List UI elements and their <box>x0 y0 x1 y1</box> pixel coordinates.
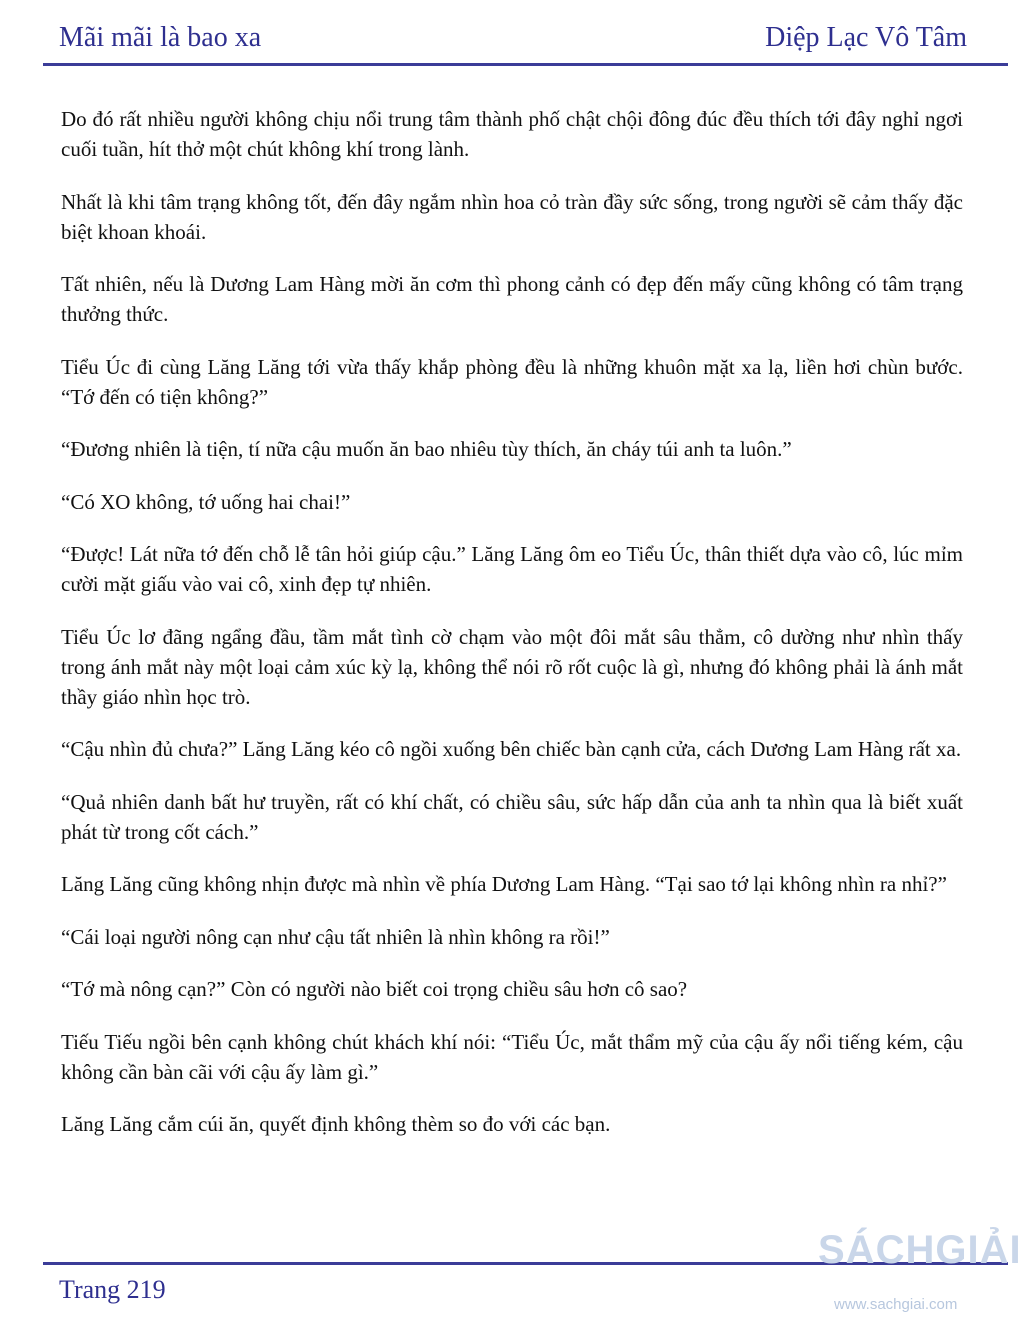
paragraph: Nhất là khi tâm trạng không tốt, đến đây ngắm nhìn hoa cỏ tràn đầy sức sống, trong người sẽ cảm thấy đặc biệt khoan khoái. <box>61 189 963 244</box>
page-number: Trang 219 <box>59 1275 166 1304</box>
book-title: Mãi mãi là bao xa <box>59 22 262 53</box>
paragraph: “Được! Lát nữa tớ đến chỗ lễ tân hỏi giúp cậu.” Lăng Lăng ôm eo Tiểu Úc, thân thiết dựa vào cô, lúc mỉm cười mặt giấu vào vai cô, xinh đẹp tự nhiên. <box>61 542 963 596</box>
paragraph: Tiểu Úc lơ đãng ngẩng đầu, tầm mắt tình cờ chạm vào một đôi mắt sâu thẳm, cô dường như nhìn thấy trong ánh mắt này một loại cảm xúc kỳ lạ, không thể nói rõ rốt cuộc là gì, nhưng đó không phải là ánh mắt thầy giáo nhìn học trò. <box>61 624 963 709</box>
paragraph: Tiểu Úc đi cùng Lăng Lăng tới vừa thấy khắp phòng đều là những khuôn mặt xa lạ, liền hơi chùn bước. “Tớ đến có tiện không?” <box>61 354 963 409</box>
watermark <box>818 1228 1022 1318</box>
paragraph: “Cái loại người nông cạn như cậu tất nhiên là nhìn không ra rồi!” <box>61 924 610 949</box>
header-divider <box>43 63 1008 66</box>
paragraph: Lăng Lăng cũng không nhịn được mà nhìn về phía Dương Lam Hàng. “Tại sao tớ lại không nhìn ra nhỉ?” <box>61 872 947 896</box>
paragraph: Do đó rất nhiều người không chịu nổi trung tâm thành phố chật chội đông đúc đều thích tới đây nghỉ ngơi cuối tuần, hít thở một chút không khí trong lành. <box>61 107 963 161</box>
paragraph: “Có XO không, tớ uống hai chai!” <box>61 489 351 514</box>
paragraph: Tiếu Tiếu ngồi bên cạnh không chút khách khí nói: “Tiểu Úc, mắt thẩm mỹ của cậu ấy nổi tiếng kém, cậu không cần bàn cãi với cậu ấy làm gì.” <box>61 1029 963 1084</box>
paragraph: “Đương nhiên là tiện, tí nữa cậu muốn ăn bao nhiêu tùy thích, ăn cháy túi anh ta luôn.” <box>61 437 792 461</box>
paragraph: “Quả nhiên danh bất hư truyền, rất có khí chất, có chiều sâu, sức hấp dẫn của anh ta nhìn qua là biết xuất phát từ trong cốt cách.” <box>61 789 963 844</box>
watermark-logo: SÁCHGIẢI <box>818 1228 1022 1272</box>
paragraph: “Cậu nhìn đủ chưa?” Lăng Lăng kéo cô ngồi xuống bên chiếc bàn cạnh cửa, cách Dương Lam Hàng rất xa. <box>61 737 962 761</box>
author-name: Diệp Lạc Vô Tâm <box>765 22 967 53</box>
paragraph: Tất nhiên, nếu là Dương Lam Hàng mời ăn cơm thì phong cảnh có đẹp đến mấy cũng không có tâm trạng thưởng thức. <box>61 272 963 326</box>
watermark-url: www.sachgiai.com <box>834 1296 958 1313</box>
paragraph: “Tớ mà nông cạn?” Còn có người nào biết coi trọng chiều sâu hơn cô sao? <box>61 977 688 1001</box>
page-body <box>61 104 963 1162</box>
paragraph: Lăng Lăng cắm cúi ăn, quyết định không thèm so đo với các bạn. <box>61 1112 611 1136</box>
page-header <box>0 0 1024 66</box>
